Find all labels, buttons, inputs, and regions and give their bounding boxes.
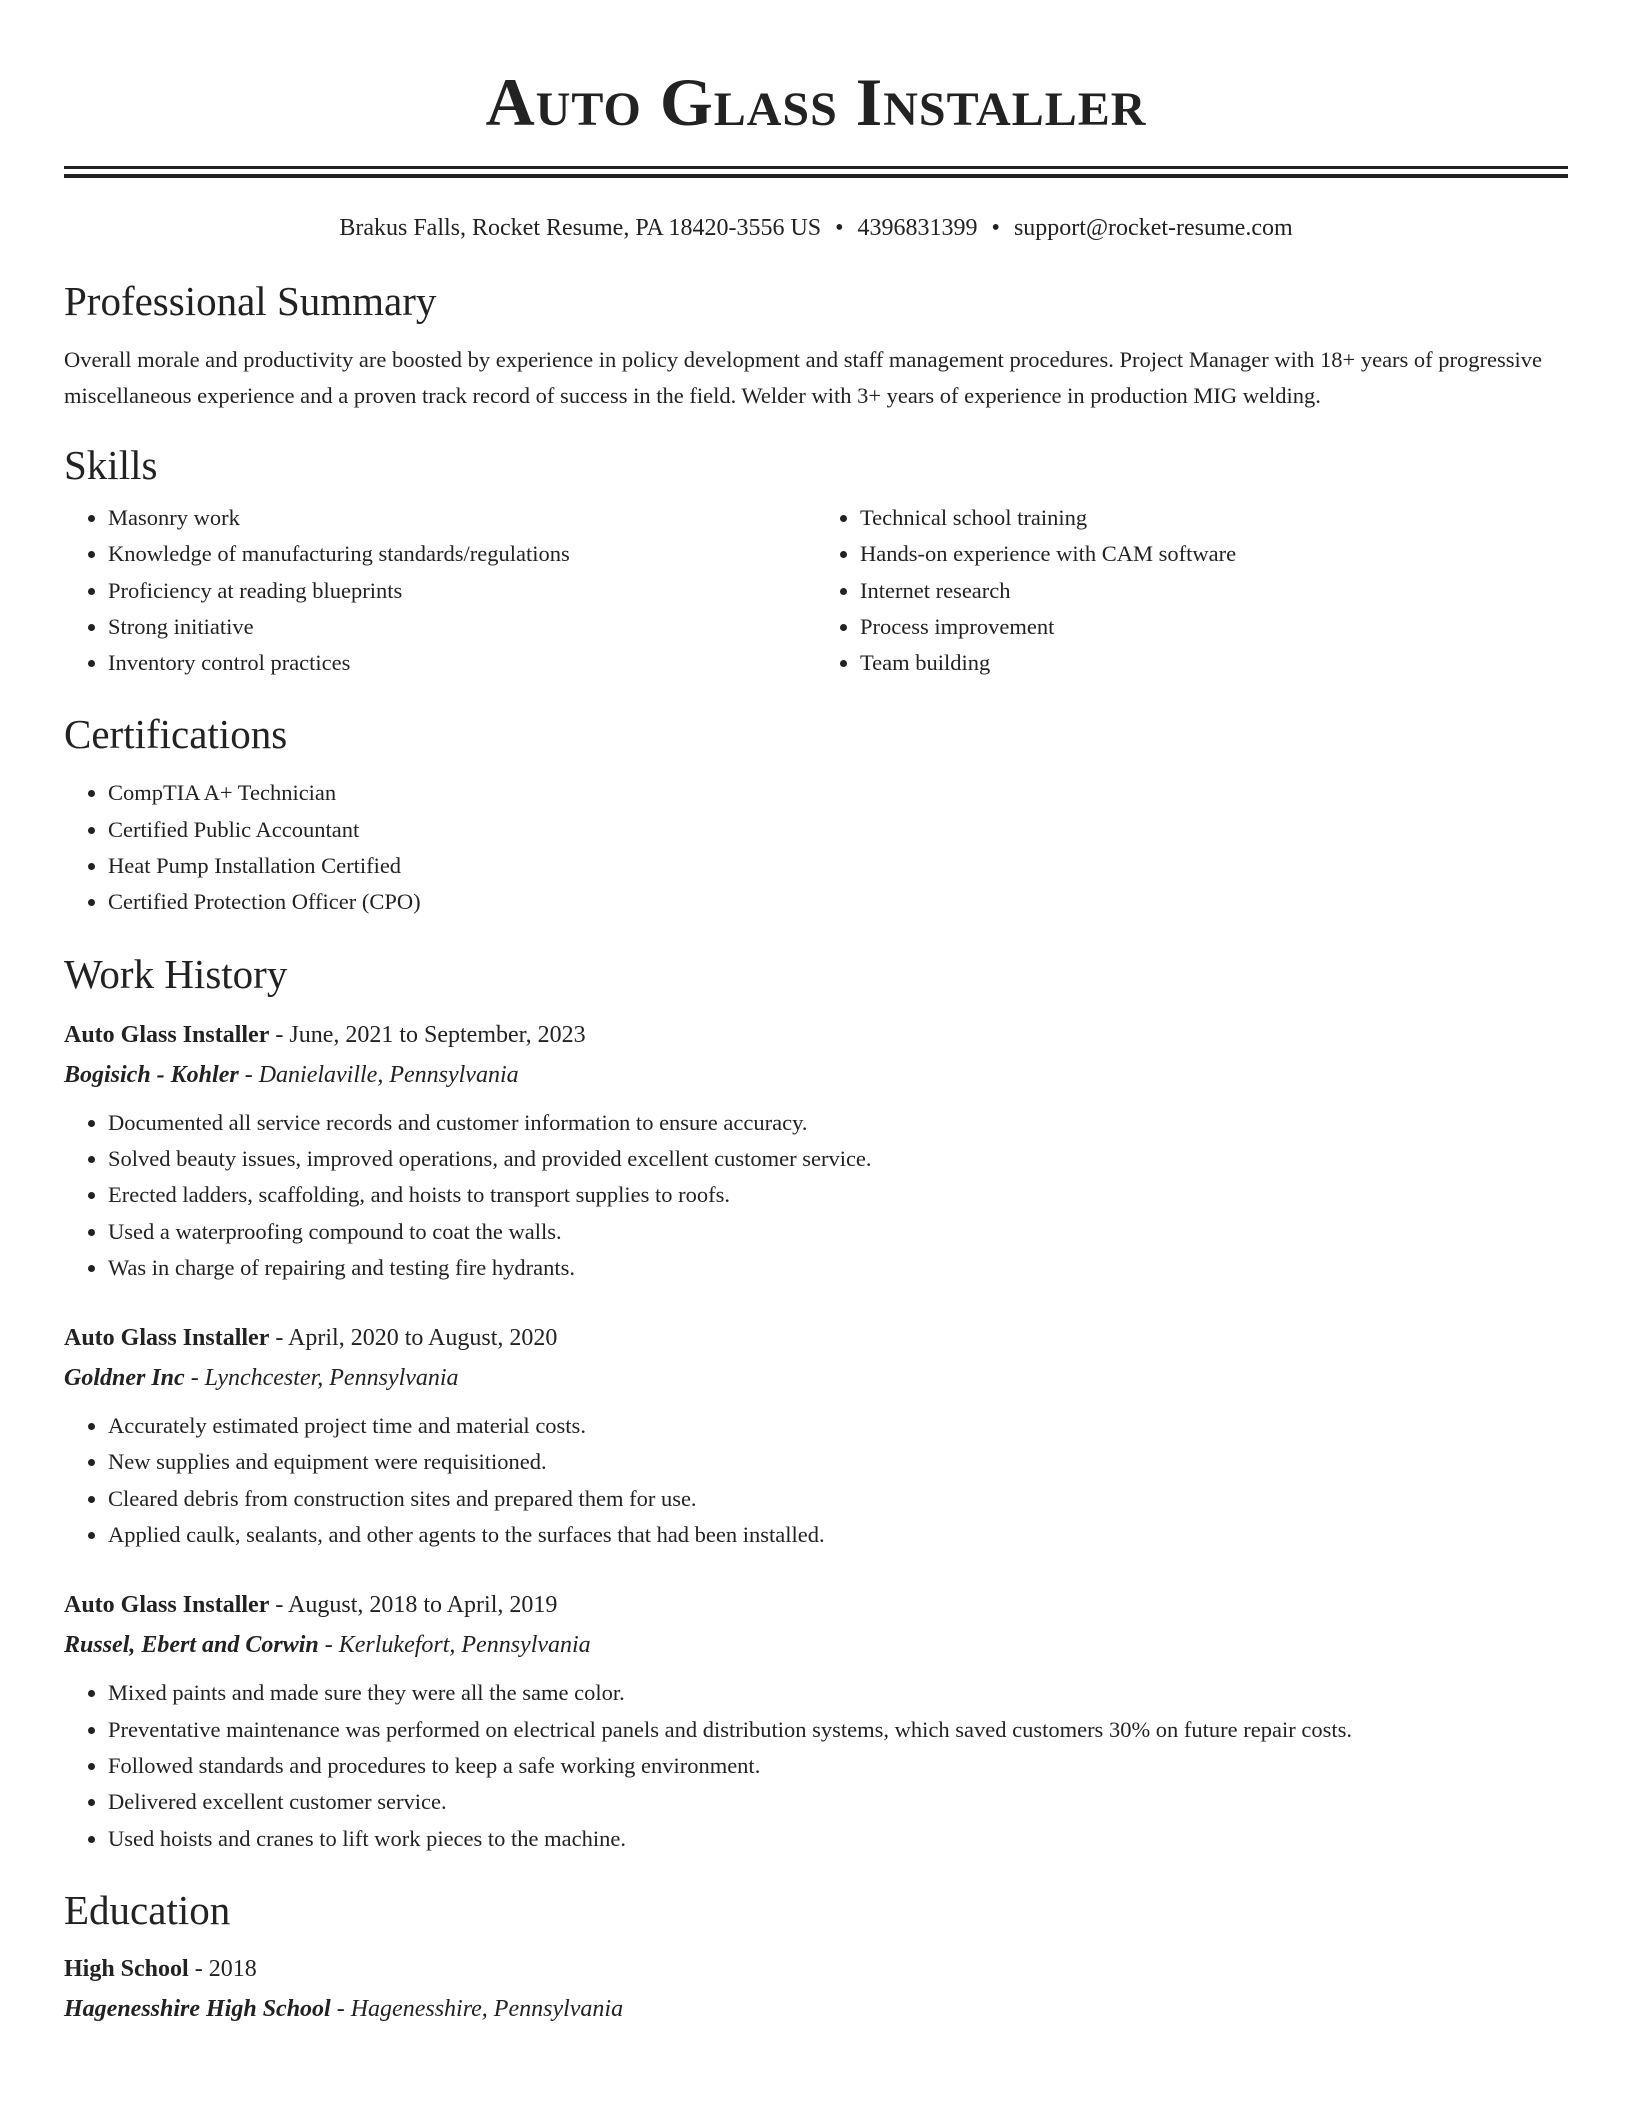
education-degree: High School [64, 1955, 189, 1982]
skills-columns [64, 500, 1568, 681]
job-location: - Kerlukefort, Pennsylvania [318, 1632, 591, 1659]
job-company: Bogisich - Kohler [64, 1061, 239, 1088]
skill-item: • Knowledge of manufacturing standards/regulations [108, 536, 816, 572]
contact-line [64, 212, 1568, 244]
job-bullet: • Documented all service records and customer information to ensure accuracy. [108, 1105, 1568, 1141]
contact-phone: 4396831399 [857, 215, 978, 241]
section-title-work-history: Work History [64, 950, 288, 997]
certification-item: • CompTIA A+ Technician [108, 775, 1568, 811]
education-year: - 2018 [188, 1955, 257, 1982]
job-location: - Lynchcester, Pennsylvania [184, 1365, 459, 1392]
summary-text: Overall morale and productivity are boosted by experience in policy development and staff management procedures. Project Manager with 18+ years of progressive miscellaneous experience and a proven track record of success in the field. Welder with 3+ years of experience in production MIG welding. [64, 347, 1543, 408]
job-location: - Danielaville, Pennsylvania [238, 1061, 519, 1088]
job-entry [64, 1318, 1568, 1553]
job-bullet: • Mixed paints and made sure they were all the same color. [108, 1675, 1568, 1711]
certification-item: • Certified Public Accountant [108, 812, 1568, 848]
skill-item: • Masonry work [108, 500, 816, 536]
job-bullet: • Delivered excellent customer service. [108, 1784, 1568, 1820]
skill-item: • Internet research [860, 573, 1568, 609]
skill-item: • Strong initiative [108, 609, 816, 645]
job-employer [64, 1358, 1568, 1398]
job-bullet: • Solved beauty issues, improved operations, and provided excellent customer service. [108, 1141, 1568, 1177]
contact-email: support@rocket-resume.com [1013, 215, 1293, 241]
job-entry [64, 1015, 1568, 1286]
job-bullet: • Applied caulk, sealants, and other agents to the surfaces that had been installed. [108, 1517, 1568, 1553]
job-entry [64, 1585, 1568, 1856]
job-bullet: • Accurately estimated project time and material costs. [108, 1408, 1568, 1444]
certifications-list [64, 775, 1568, 920]
job-dates: - August, 2018 to April, 2019 [269, 1592, 558, 1619]
job-heading [64, 1318, 1568, 1358]
section-title-summary: Professional Summary [64, 278, 437, 324]
job-bullets [64, 1408, 1568, 1553]
skill-item: • Hands-on experience with CAM software [860, 536, 1568, 572]
skill-item: • Inventory control practices [108, 645, 816, 681]
education-heading [64, 1949, 1568, 1989]
contact-address: Brakus Falls, Rocket Resume, PA 18420-3556 US [339, 215, 822, 241]
job-employer [64, 1055, 1568, 1095]
skill-item: • Proficiency at reading blueprints [108, 573, 816, 609]
certification-item: • Heat Pump Installation Certified [108, 848, 1568, 884]
job-company: Russel, Ebert and Corwin [64, 1632, 319, 1659]
title-divider [64, 166, 1568, 178]
resume-page [64, 0, 1568, 2029]
job-role: Auto Glass Installer [64, 1592, 270, 1619]
job-bullet: • Cleared debris from construction sites and prepared them for use. [108, 1481, 1568, 1517]
job-company: Goldner Inc [64, 1365, 185, 1392]
section-title-skills: Skills [64, 442, 158, 488]
job-role: Auto Glass Installer [64, 1021, 270, 1048]
contact-separator: • [991, 215, 1000, 241]
education-school: Hagenesshire High School [64, 1995, 331, 2022]
skill-item: • Team building [860, 645, 1568, 681]
job-bullet: • New supplies and equipment were requisitioned. [108, 1444, 1568, 1480]
job-bullet: • Preventative maintenance was performed on electrical panels and distribution systems, which saved customers 30% on future repair costs. [108, 1712, 1568, 1748]
job-bullets [64, 1675, 1568, 1856]
job-role: Auto Glass Installer [64, 1325, 270, 1352]
section-title-education: Education [64, 1886, 231, 1933]
job-bullet: • Followed standards and procedures to keep a safe working environment. [108, 1748, 1568, 1784]
certification-item: • Certified Protection Officer (CPO) [108, 884, 1568, 920]
job-heading [64, 1585, 1568, 1625]
job-dates: - June, 2021 to September, 2023 [269, 1021, 586, 1048]
education-school-line [64, 1989, 1568, 2029]
job-bullet: • Used hoists and cranes to lift work pieces to the machine. [108, 1821, 1568, 1857]
job-employer [64, 1625, 1568, 1665]
section-title-certifications: Certifications [64, 711, 288, 758]
contact-separator: • [835, 215, 844, 241]
job-bullet: • Was in charge of repairing and testing fire hydrants. [108, 1250, 1568, 1286]
job-bullet: • Used a waterproofing compound to coat the walls. [108, 1214, 1568, 1250]
job-heading [64, 1015, 1568, 1055]
skill-item: • Process improvement [860, 609, 1568, 645]
skills-list-left [64, 500, 816, 681]
job-dates: - April, 2020 to August, 2020 [269, 1325, 558, 1352]
skill-item: • Technical school training [860, 500, 1568, 536]
education-location: - Hagenesshire, Pennsylvania [330, 1995, 624, 2022]
job-bullet: • Erected ladders, scaffolding, and hoists to transport supplies to roofs. [108, 1177, 1568, 1213]
skills-list-right [816, 500, 1568, 681]
page-title: Auto Glass Installer [485, 64, 1147, 140]
job-bullets [64, 1105, 1568, 1286]
